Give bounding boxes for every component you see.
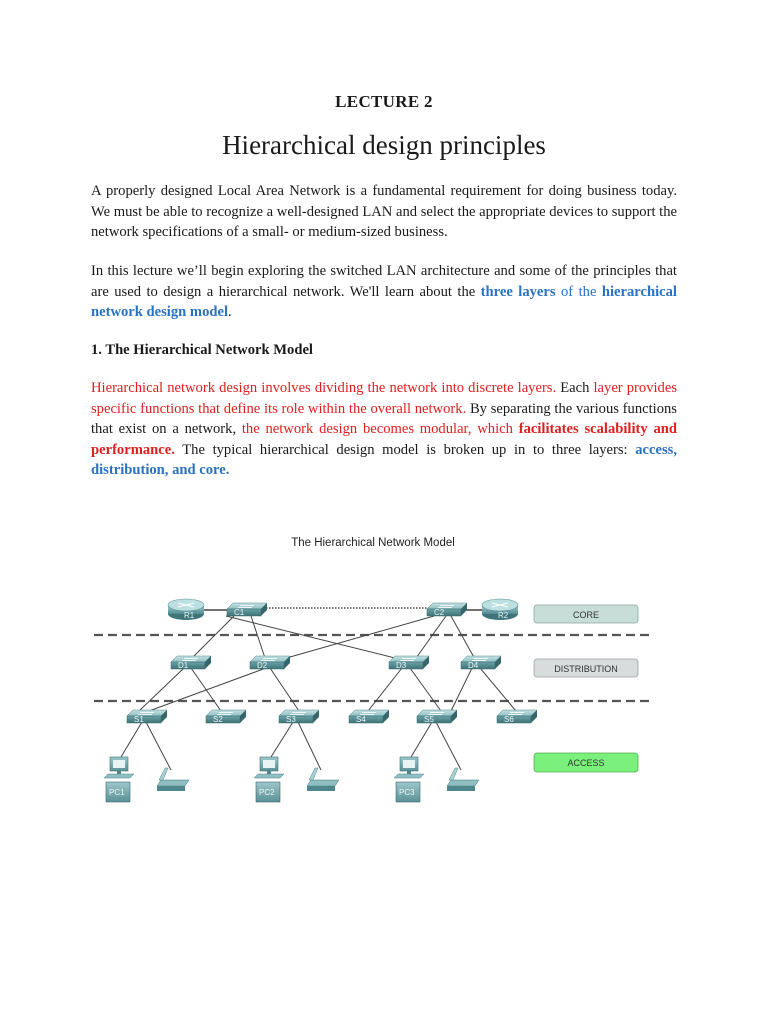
core-label: CORE	[572, 610, 600, 620]
of-the-text: of the	[555, 283, 602, 300]
diagram-title: The Hierarchical Network Model	[291, 537, 455, 549]
pc-pc3	[394, 757, 424, 802]
switch-d3	[389, 656, 429, 670]
distribution-layer-label	[534, 659, 638, 677]
switch-label: D4	[468, 661, 479, 670]
overview-end: .	[228, 304, 232, 321]
pc-pc2	[254, 757, 284, 802]
switch-d1	[171, 656, 211, 670]
switch-s3	[279, 710, 319, 724]
distribution-label: DISTRIBUTION	[554, 664, 618, 674]
red-bold-scalability: facilitates scalability and performance.	[91, 421, 677, 458]
network-links	[121, 608, 516, 770]
pc-label: PC1	[109, 788, 125, 797]
section-heading: 1. The Hierarchical Network Model	[91, 342, 313, 358]
model-name-highlight: hierarchical network design model	[91, 283, 677, 321]
switch-label: D2	[257, 661, 268, 670]
red-sentence-1: Hierarchical network design involves dividing the network into discrete layers.	[91, 380, 557, 396]
switch-c2	[427, 603, 467, 617]
switch-label: S6	[504, 715, 514, 724]
switch-s6	[497, 710, 537, 724]
switch-label: C1	[234, 608, 245, 617]
red-sentence-2: layer provides specific functions that define its role within the overall network.	[91, 380, 677, 417]
switch-c1	[227, 603, 267, 617]
lecture-label: LECTURE 2	[335, 92, 433, 111]
core-layer-label	[534, 605, 638, 623]
overview-text: In this lecture we’ll begin exploring the switched LAN architecture and some of the principles that are used to design a hierarchical network. We'll learn about the	[91, 263, 677, 300]
text-separating: By separating the various functions that exist on a network,	[91, 400, 677, 438]
switch-label: D1	[178, 661, 189, 670]
router-label-r1: R1	[184, 611, 195, 620]
switch-label: C2	[434, 608, 445, 617]
switch-label: S5	[424, 715, 434, 724]
layers-list-highlight: access, distribution, and core.	[91, 441, 677, 479]
text-typical-model: The typical hierarchical design model is broken up in to three layers:	[174, 441, 636, 458]
printer-icon	[157, 768, 189, 791]
switch-d2	[250, 656, 290, 670]
switch-label: S1	[134, 715, 144, 724]
switch-s1	[127, 710, 167, 724]
lecture-overview-paragraph	[91, 261, 677, 323]
switch-label: S3	[286, 715, 296, 724]
switch-s2	[206, 710, 246, 724]
hierarchical-network-diagram	[86, 528, 656, 818]
router-r1	[168, 599, 204, 620]
three-layers-highlight: three layers	[480, 283, 556, 300]
router-r2	[482, 599, 518, 620]
switch-label: S4	[356, 715, 366, 724]
switch-s5	[417, 710, 457, 724]
red-sentence-3: the network design becomes modular, which	[241, 421, 513, 438]
switch-label: D3	[396, 661, 407, 670]
intro-paragraph: A properly designed Local Area Network is a fundamental requirement for doing business today. We must be able to recognize a well-designed LAN and select the appropriate devices to support the network specifications of a small- or medium-sized business.	[91, 183, 677, 241]
hierarchy-paragraph	[91, 378, 677, 481]
switch-label: S2	[213, 715, 223, 724]
printer-icon	[307, 768, 339, 791]
document-title: Hierarchical design principles	[222, 130, 546, 160]
access-label: ACCESS	[567, 758, 605, 768]
printer-icon	[447, 768, 479, 791]
switch-d4	[461, 656, 501, 670]
text-each: Each	[556, 380, 594, 396]
router-label-r2: R2	[498, 611, 509, 620]
pc-label: PC3	[399, 788, 415, 797]
switch-s4	[349, 710, 389, 724]
pc-pc1	[104, 757, 134, 802]
pc-label: PC2	[259, 788, 275, 797]
access-layer-label	[534, 753, 638, 772]
